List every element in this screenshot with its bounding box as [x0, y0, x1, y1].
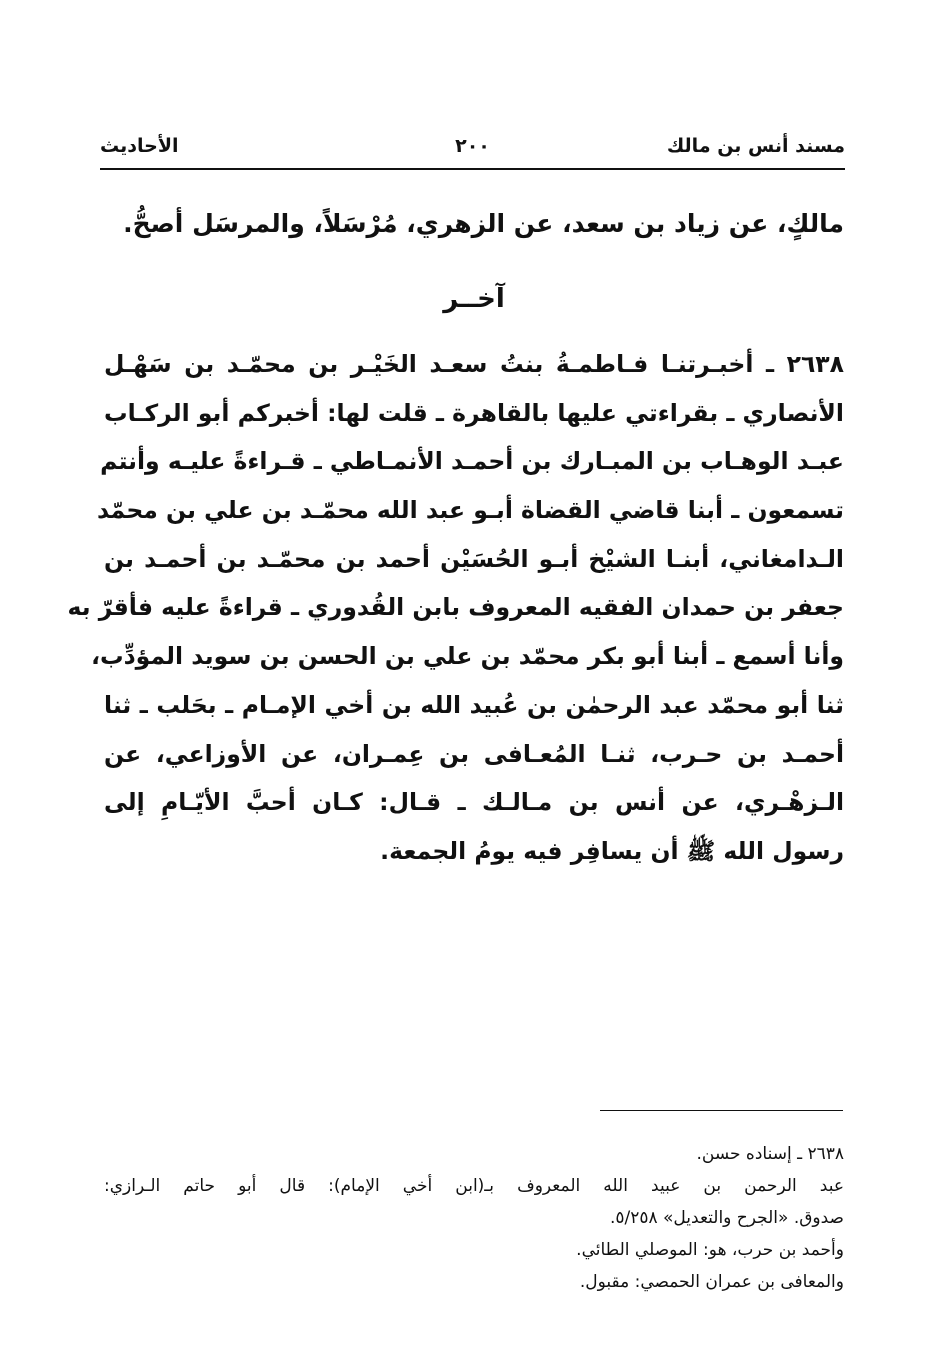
hadith-line: عبـد الوهـاب بن المبـارك بن أحمـد الأنمـاطي ـ قـراءةً عليـه وأنتم [100, 447, 844, 476]
hadith-line: وأنا أسمع ـ أبنا أبو بكر محمّد بن علي بن الحسن بن سويد المؤدِّب، [91, 642, 844, 671]
hadith-line: أحمـد بن حـرب، ثنـا المُعـافى بن عِمـران، عن الأوزاعي، عن [104, 739, 844, 768]
hadith-line: ٢٦٣٨ ـ أخبـرتنـا فـاطمـةُ بنتُ سعـد الخَيْـر بن محمّـد بن سَهْـل [104, 350, 844, 378]
footnote-line: وأحمد بن حرب، هو: الموصلي الطائي. [576, 1240, 844, 1260]
footnotes [104, 1138, 844, 1298]
running-header [100, 131, 845, 163]
hadith-line: ثنا أبو محمّد عبد الرحمٰن بن عُبيد الله بن أخي الإمـام ـ بحَلب ـ ثنا [104, 690, 844, 719]
book-title: مسند أنس بن مالك [666, 135, 845, 157]
footnote-line: صدوق. «الجرح والتعديل» ٥/٢٥٨. [609, 1208, 844, 1228]
section-name: الأحاديث [100, 135, 179, 157]
lead-paragraph: مالكٍ، عن زياد بن سعد، عن الزهري، مُرْسَلاً، والمرسَل أصحُّ. [123, 209, 844, 238]
footnote-line: عبد الرحمن بن عبيد الله المعروف بـ(ابن أخي الإمام): قال أبو حاتم الـرازي: [104, 1176, 844, 1196]
footnote-line: والمعافى بن عمران الحمصي: مقبول. [579, 1272, 844, 1292]
hadith-line: الأنصاري ـ بقراءتي عليها بالقاهرة ـ قلت لها: أخبركم أبو الركـاب [104, 398, 844, 427]
section-heading: آخــر [443, 284, 505, 314]
hadith-line: جعفر بن حمدان الفقيه المعروف بابن القُدوري ـ قراءةً عليه فأقرّ به [67, 593, 844, 622]
hadith-line: تسمعون ـ أبنا قاضي القضاة أبـو عبد الله محمّـد بن علي بن محمّد [96, 496, 844, 525]
footnote-divider [600, 1110, 843, 1111]
hadith-line: الـزهْـري، عن أنس بن مـالـك ـ قـال: كـان أحبَّ الأيّـامِ إلى [104, 788, 844, 817]
hadith-text [67, 340, 844, 876]
hadith-line: رسول الله ﷺ أن يسافِر فيه يومُ الجمعة. [380, 836, 844, 865]
page-number: ٢٠٠ [455, 135, 490, 157]
footnote-line: ٢٦٣٨ ـ إسناده حسن. [696, 1144, 844, 1164]
header-divider [100, 168, 845, 170]
hadith-line: الـدامغاني، أبنـا الشيْخ أبـو الحُسَيْن أحمد بن محمّـد بن أحمـد بن [104, 544, 844, 573]
